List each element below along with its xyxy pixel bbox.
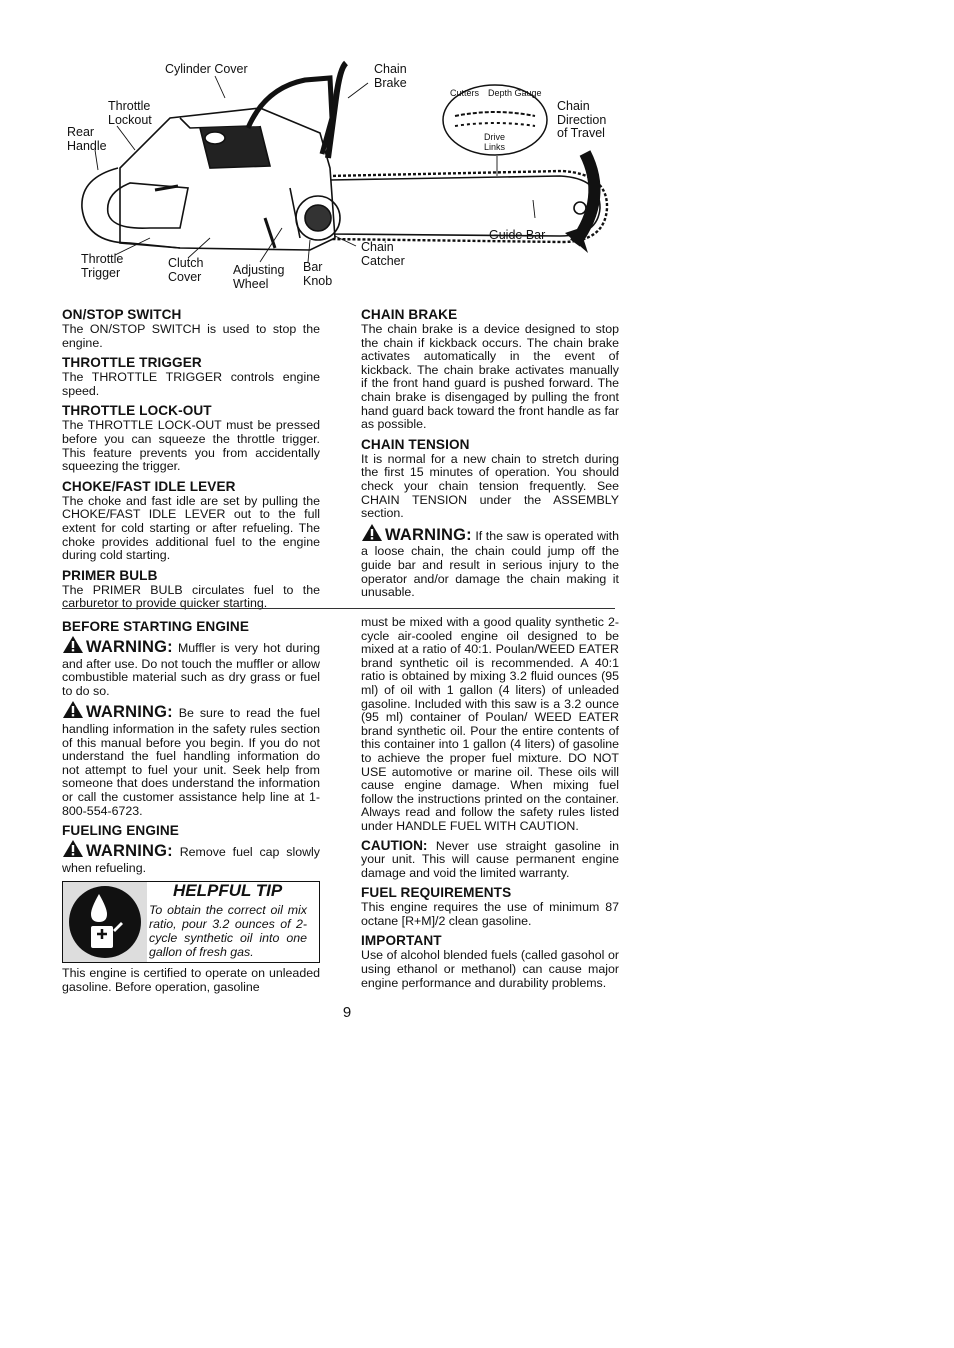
label-chain-catcher: Chain Catcher bbox=[361, 240, 405, 268]
heading-choke-lever: CHOKE/FAST IDLE LEVER bbox=[62, 478, 236, 494]
helpful-tip-title: HELPFUL TIP bbox=[173, 881, 283, 901]
warning-text: If the saw is operated with a loose chain, the chain could jump off the guide bar and result in serious injury to the operator and/or damage the chain making it unusable. bbox=[361, 528, 619, 600]
text-fuel-requirements: This engine requires the use of minimum 87 octane [R+M]/2 clean gasoline. bbox=[361, 900, 619, 928]
heading-fueling-engine: FUELING ENGINE bbox=[62, 823, 179, 839]
heading-throttle-trigger: THROTTLE TRIGGER bbox=[62, 355, 202, 371]
warning-triangle-icon bbox=[62, 700, 84, 723]
text-on-stop-switch: The ON/STOP SWITCH is used to stop the engine. bbox=[62, 322, 320, 350]
warning-triangle-icon bbox=[62, 839, 84, 862]
text-chain-brake: The chain brake is a device designed to stop the chain if kickback occurs. The chain brake activates automatically in the event of kickback. The chain brake activates manually if the front hand guard is pushed forward. The chain brake is disengaged by pulling the front hand guard back toward the front handle as far as possible. bbox=[361, 322, 619, 432]
helpful-tip-box bbox=[62, 881, 320, 963]
warning-text: Remove fuel cap slowly when refueling. bbox=[62, 845, 321, 875]
heading-chain-tension: CHAIN TENSION bbox=[361, 436, 470, 452]
column-fueling-right bbox=[361, 616, 619, 992]
text-choke-lever: The choke and fast idle are set by pulling the CHOKE/FAST IDLE LEVER out to the full extent for cold starting or after refueling. The choke provides additional fuel to the engine during cold starting. bbox=[62, 493, 320, 563]
warning-muffler bbox=[62, 635, 320, 698]
text-certified-unleaded: This engine is certified to operate on unleaded gasoline. Before operation, gasoline bbox=[62, 966, 320, 994]
warning-text: Be sure to read the fuel handling information in the safety rules section of this manual before you begin. If you do not understand the fuel handling information do not attempt to fuel your unit. Seek help from someone that does understand the information or call the customer assistance help line at 1-800-554-6723. bbox=[62, 706, 320, 818]
warning-loose-chain bbox=[361, 523, 619, 600]
caution-label: CAUTION: bbox=[361, 837, 428, 853]
chainsaw-illustration bbox=[60, 58, 620, 298]
heading-before-starting: BEFORE STARTING ENGINE bbox=[62, 619, 249, 634]
heading-fuel-requirements: FUEL REQUIREMENTS bbox=[361, 885, 512, 901]
text-chain-tension: It is normal for a new chain to stretch during the first 15 minutes of operation. You should check your chain tension frequently. See CHAIN TENSION under the ASSEMBLY section. bbox=[361, 451, 619, 521]
label-cylinder-cover: Cylinder Cover bbox=[165, 62, 248, 76]
label-adjusting-wheel: Adjusting Wheel bbox=[233, 263, 285, 291]
text-throttle-trigger: The THROTTLE TRIGGER controls engine speed. bbox=[62, 370, 320, 398]
warning-triangle-icon bbox=[62, 635, 84, 658]
warning-fuel-cap bbox=[62, 839, 320, 875]
label-drive-links: Drive Links bbox=[484, 132, 506, 152]
warning-text: Muffler is very hot during and after use. Do not touch the muffler or allow combustible material such as dry grass or fuel to do so. bbox=[62, 641, 320, 698]
label-chain-brake: Chain Brake bbox=[374, 62, 407, 90]
label-throttle-lockout: Throttle Lockout bbox=[108, 99, 152, 127]
label-clutch-cover: Clutch Cover bbox=[168, 256, 204, 284]
text-primer-bulb: The PRIMER BULB circulates fuel to the carburetor to provide quicker starting. bbox=[62, 582, 320, 611]
heading-on-stop-switch: ON/STOP SWITCH bbox=[62, 307, 182, 322]
label-guide-bar: Guide Bar bbox=[489, 228, 546, 242]
text-throttle-lockout: The THROTTLE LOCK-OUT must be pressed before you can squeeze the throttle trigger. This feature prevents you from accidentally squeezing the trigger. bbox=[62, 418, 320, 474]
text-fuel-mix: must be mixed with a good quality synthetic 2-cycle air-cooled engine oil designed to be mixed at a ratio of 40:1. Poulan/WEED EATER brand synthetic oil is recommended. A 40:1 ratio is obtained by mixing 3.2 fluid ounces (95 ml) of oil with 1 gallon (4 liters) of unleaded gasoline. Included with this saw is a 3.2 ounce (95 ml) container of Poulan/ WEED EATER brand synthetic oil. Pour the entire contents of this container into 1 gallon (4 liters) of gasoline to achieve the proper fuel mixture. DO NOT USE automotive or marine oil. These oils will cause engine damage. When mixing fuel follow the instructions printed on the container. Always read and follow the safety rules listed under HANDLE FUEL WITH CAUTION. bbox=[361, 615, 619, 833]
page-number: 9 bbox=[342, 1004, 352, 1021]
warning-triangle-icon bbox=[361, 523, 383, 546]
heading-primer-bulb: PRIMER BULB bbox=[62, 567, 158, 583]
warning-label: WARNING: bbox=[86, 842, 173, 861]
column-controls-left bbox=[62, 302, 320, 613]
label-cutters: Cutters bbox=[450, 88, 480, 98]
helpful-tip-text: To obtain the correct oil mix ratio, pour 3.2 ounces of 2-cycle synthetic oil into one gallon of fresh gas. bbox=[149, 903, 307, 960]
label-depth-gauge: Depth Gauge bbox=[488, 88, 542, 98]
column-fueling-left bbox=[62, 614, 320, 997]
warning-label: WARNING: bbox=[86, 703, 173, 722]
label-chain-direction: Chain Direction of Travel bbox=[557, 99, 607, 140]
heading-chain-brake: CHAIN BRAKE bbox=[361, 307, 458, 322]
text-important: Use of alcohol blended fuels (called gasohol or using ethanol or methanol) can cause major engine performance and durability problems. bbox=[361, 948, 619, 990]
oil-drop-fuel-can-icon bbox=[63, 882, 147, 962]
label-rear-handle: Rear Handle bbox=[67, 125, 107, 153]
warning-label: WARNING: bbox=[385, 525, 472, 544]
label-bar-knob: Bar Knob bbox=[303, 260, 333, 288]
section-divider bbox=[62, 608, 615, 609]
warning-fuel-handling bbox=[62, 700, 320, 818]
heading-important: IMPORTANT bbox=[361, 933, 442, 949]
caution-text: Never use straight gasoline in your unit. This will cause permanent engine damage and void the limited warranty. bbox=[361, 838, 619, 880]
label-throttle-trigger: Throttle Trigger bbox=[81, 252, 124, 280]
heading-throttle-lockout: THROTTLE LOCK-OUT bbox=[62, 403, 212, 419]
column-controls-right bbox=[361, 302, 619, 602]
caution-straight-gasoline bbox=[361, 839, 619, 881]
warning-label: WARNING: bbox=[86, 638, 173, 656]
